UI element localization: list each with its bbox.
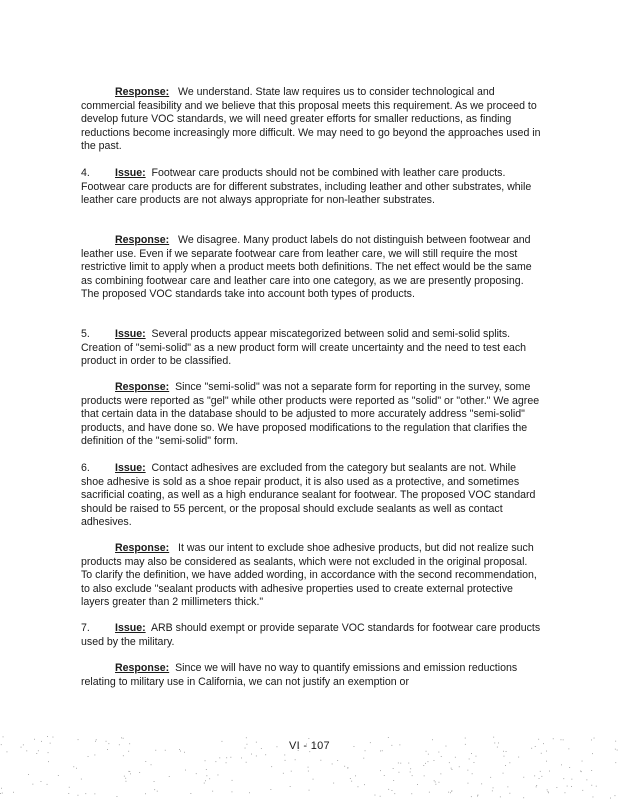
scan-speck (569, 767, 570, 768)
scan-speck (435, 784, 436, 785)
scan-speck (85, 793, 86, 794)
response-paragraph (81, 86, 541, 154)
scan-speck (205, 760, 206, 761)
scan-speck (411, 793, 412, 794)
scan-speck (536, 786, 537, 787)
response-text: Since "semi-solid" was not a separate form for reporting in the survey, some products were reported as "gel" while other products were reported as "solid" or "other." We agree that certain data in the database should to be adjusted to more accurately address "semi-solid" products, and have done so. We have proposed modifications to the regulation that clarifies the definition of the "semi-solid" form. (81, 381, 540, 448)
scan-speck (548, 792, 549, 793)
scan-speck (351, 781, 352, 782)
scan-speck (123, 755, 124, 756)
scan-speck (452, 769, 453, 770)
scan-speck (548, 791, 549, 792)
scan-speck (481, 783, 482, 784)
issue-paragraph (81, 167, 541, 208)
scan-speck (308, 767, 309, 768)
scan-speck (355, 775, 356, 776)
scan-speck (392, 790, 393, 791)
scan-speck (549, 771, 550, 772)
scan-speck (434, 780, 435, 781)
scan-speck (412, 775, 413, 776)
scan-speck (467, 770, 468, 771)
issue-paragraph (81, 462, 541, 530)
scan-speck (246, 762, 247, 763)
scan-speck (145, 793, 146, 794)
scan-speck (230, 757, 231, 758)
scan-speck (523, 797, 524, 798)
scan-speck (536, 785, 537, 786)
scan-speck (428, 761, 429, 762)
scan-speck (333, 783, 334, 784)
scan-speck (256, 756, 257, 757)
scan-speck (459, 766, 460, 767)
scan-speck (509, 762, 510, 763)
scan-speck (265, 754, 266, 755)
scan-speck (610, 798, 611, 799)
scan-speck (232, 791, 233, 792)
scan-speck (251, 754, 252, 755)
scan-speck (591, 785, 592, 786)
scan-speck (154, 789, 155, 790)
scan-speck (126, 781, 127, 782)
scan-speck (130, 773, 131, 774)
scan-speck (291, 771, 292, 772)
scan-speck (393, 768, 394, 769)
scan-speck (581, 771, 582, 772)
scan-speck (212, 791, 213, 792)
scan-speck (218, 775, 219, 776)
scan-speck (129, 771, 130, 772)
scan-speck (534, 775, 535, 776)
issue-text: ARB should exempt or provide separate VOC standards for footwear care products used by the military. (81, 622, 541, 648)
scan-speck (565, 792, 566, 793)
scan-speck (0, 793, 1, 794)
response-text: We disagree. Many product labels do not distinguish between footwear and leather use. Even if we separate footwear care from leather care, we will still require the most restrictive limit to apply when a product meets both definitions. The net effect would be the same as combining footwear care and leather care into one category, as we are presently proposing. The proposed VOC standards take into account both types of products. (81, 234, 532, 301)
issue-paragraph (81, 622, 541, 649)
scan-speck (196, 773, 197, 774)
scan-speck (308, 771, 309, 772)
scan-speck (388, 789, 389, 790)
scan-speck (36, 753, 37, 754)
scan-speck (455, 757, 456, 758)
scan-speck (428, 754, 429, 755)
issue-number: 4. (81, 167, 90, 179)
issue-text: Footwear care products should not be combined with leather care products. Footwear care products are for different substrates, including leather and other substrates, while leather care products are not always appropriate for non-leather substrates. (81, 167, 532, 207)
scan-speck (615, 762, 616, 763)
scan-speck (117, 796, 118, 797)
scan-speck (308, 738, 309, 739)
scan-speck (449, 762, 450, 763)
response-paragraph (81, 662, 541, 689)
scan-speck (76, 768, 77, 769)
scan-speck (226, 762, 227, 763)
scan-speck (363, 758, 364, 759)
scan-speck (380, 770, 381, 771)
scan-speck (393, 780, 394, 781)
response-label: Response: (115, 662, 170, 674)
scan-speck (465, 738, 466, 739)
scan-speck (417, 784, 418, 785)
scan-speck (472, 773, 473, 774)
scan-speck (283, 773, 284, 774)
scan-speck (539, 778, 540, 779)
scan-speck (507, 786, 508, 787)
scan-speck (478, 795, 479, 796)
scan-speck (124, 776, 125, 777)
response-label: Response: (115, 381, 170, 393)
scan-speck (241, 758, 242, 759)
scan-speck (435, 782, 436, 783)
scan-speck (78, 795, 79, 796)
scan-speck (226, 757, 227, 758)
scan-speck (500, 796, 501, 797)
scan-speck (290, 786, 291, 787)
scan-speck (344, 766, 345, 767)
scan-speck (364, 784, 365, 785)
scan-speck (53, 737, 54, 738)
scan-speck (451, 768, 452, 769)
scan-speck (408, 763, 409, 764)
response-paragraph (81, 542, 541, 610)
scan-speck (205, 780, 206, 781)
scan-speck (121, 737, 122, 738)
scan-speck (429, 792, 430, 793)
scan-speck (285, 760, 286, 761)
scan-speck (41, 781, 42, 782)
scan-speck (81, 779, 82, 780)
scan-speck (492, 790, 493, 791)
issue-number: 6. (81, 462, 90, 474)
scan-speck (523, 777, 524, 778)
issue-label: Issue: (115, 167, 146, 179)
issue-paragraph (81, 328, 541, 369)
scan-speck (284, 755, 285, 756)
scan-speck (219, 757, 220, 758)
scan-speck (3, 736, 4, 737)
issue-label: Issue: (115, 462, 146, 474)
issue-text: Several products appear miscategorized between solid and semi-solid splits. Creation of "semi-solid" as a new product form will create uncertainty and the need to test each product in order to be classified. (81, 328, 527, 368)
scan-speck (469, 759, 470, 760)
scan-speck (154, 781, 155, 782)
response-text: We understand. State law requires us to consider technological and commercial feasibility and we believe that this proposal meets this requirement. As we proceed to develop future VOC standards, we will need greater efforts for smaller reductions, as finding reductions become increasingly more difficult. We may need to go beyond the approaches used in the past. (81, 86, 541, 153)
scan-speck (190, 793, 191, 794)
scan-speck (185, 770, 186, 771)
scan-speck (88, 756, 89, 757)
scan-speck (320, 760, 321, 761)
scan-speck (571, 779, 572, 780)
scan-speck (73, 766, 74, 767)
scan-speck (399, 772, 400, 773)
issue-number: 7. (81, 622, 90, 634)
scan-speck (424, 775, 425, 776)
scan-speck (215, 761, 216, 762)
scan-speck (504, 756, 505, 757)
scan-speck (547, 789, 548, 790)
scan-speck (410, 772, 411, 773)
scan-speck (434, 760, 435, 761)
scan-speck (518, 757, 519, 758)
scan-speck (309, 790, 310, 791)
scan-speck (425, 763, 426, 764)
scan-speck (410, 768, 411, 769)
response-label: Response: (115, 234, 170, 246)
scan-speck (451, 791, 452, 792)
scan-speck (582, 761, 583, 762)
response-paragraph (81, 234, 541, 302)
scan-speck (477, 796, 478, 797)
scan-speck (541, 753, 542, 754)
scan-speck (394, 793, 395, 794)
scan-speck (423, 765, 424, 766)
scan-speck (476, 756, 477, 757)
scan-speck (505, 765, 506, 766)
scan-speck (204, 783, 205, 784)
scan-speck (582, 790, 583, 791)
response-label: Response: (115, 542, 170, 554)
scan-speck (380, 796, 381, 797)
scan-speck (337, 760, 338, 761)
scan-speck (490, 777, 491, 778)
scan-speck (157, 791, 158, 792)
scan-speck (400, 763, 401, 764)
scan-speck (348, 767, 349, 768)
issue-text: Contact adhesives are excluded from the category but sealants are not. While shoe adhesive is sold as a shoe repair product, it is also used as a protective, and sometimes sacrificial coating, as well as a high endurance sealant for footwear. The proposed VOC standard should be raised to 55 percent, or the proposal should exclude sealants as well as contact adhesives. (81, 462, 536, 529)
scan-speck (556, 787, 557, 788)
response-text: It was our intent to exclude shoe adhesive products, but did not realize such products may also be considered as sealants, which were not excluded in the original proposal. To clarify the definition, we have added wording, in accordance with the second recommendation, to also exclude "sealant products with adhesive properties used to create external protective layers greater than 2 millimeters thick." (81, 542, 537, 609)
scan-speck (615, 795, 616, 796)
scan-speck (94, 793, 95, 794)
scan-speck (594, 738, 595, 739)
scan-speck (440, 773, 441, 774)
scan-speck (68, 793, 69, 794)
scan-speck (439, 782, 440, 783)
scan-speck (271, 766, 272, 767)
issue-label: Issue: (115, 328, 146, 340)
scan-speck (593, 797, 594, 798)
scan-speck (586, 779, 587, 780)
scan-speck (125, 778, 126, 779)
scan-speck (295, 759, 296, 760)
issue-label: Issue: (115, 622, 146, 634)
scan-speck (206, 769, 207, 770)
scan-speck (561, 764, 562, 765)
scan-speck (471, 796, 472, 797)
scan-speck (398, 763, 399, 764)
scan-speck (13, 792, 14, 793)
scan-speck (450, 792, 451, 793)
scan-speck (48, 761, 49, 762)
scan-speck (48, 752, 49, 753)
scan-speck (58, 775, 59, 776)
scan-speck (358, 786, 359, 787)
scan-speck (493, 737, 494, 738)
scan-speck (206, 775, 207, 776)
scan-speck (493, 787, 494, 788)
scan-speck (503, 773, 504, 774)
response-label: Response: (115, 86, 170, 98)
scan-speck (139, 772, 140, 773)
scan-speck (596, 786, 597, 787)
scan-speck (563, 778, 564, 779)
scan-speck (1, 788, 2, 789)
scan-speck (591, 770, 592, 771)
scan-speck (546, 761, 547, 762)
scan-speck (47, 784, 48, 785)
scan-speck (388, 737, 389, 738)
issue-number: 5. (81, 328, 90, 340)
scan-speck (123, 738, 124, 739)
scan-speck (249, 792, 250, 793)
scan-speck (128, 771, 129, 772)
scan-speck (32, 784, 33, 785)
response-paragraph (81, 381, 541, 449)
response-text: Since we will have no way to quantify emissions and emission reductions relating to military use in California, we can not justify an exemption or (81, 662, 518, 688)
scan-speck (47, 736, 48, 737)
scan-noise (0, 728, 619, 800)
scan-speck (28, 774, 29, 775)
scan-speck (232, 780, 233, 781)
scan-speck (94, 755, 95, 756)
scan-speck (246, 737, 247, 738)
scan-speck (448, 792, 449, 793)
scan-speck (567, 786, 568, 787)
scan-speck (509, 793, 510, 794)
scan-speck (332, 764, 333, 765)
scan-speck (145, 761, 146, 762)
scan-speck (375, 795, 376, 796)
scan-speck (151, 764, 152, 765)
scan-speck (384, 775, 385, 776)
scan-speck (313, 779, 314, 780)
scan-speck (209, 778, 210, 779)
page-number: VI - 107 (289, 740, 330, 752)
scan-speck (2, 793, 3, 794)
scan-speck (571, 786, 572, 787)
scan-speck (592, 753, 593, 754)
scan-speck (441, 756, 442, 757)
scan-speck (350, 778, 351, 779)
scan-speck (468, 783, 469, 784)
scan-speck (69, 787, 70, 788)
scan-speck (270, 789, 271, 790)
scan-speck (474, 762, 475, 763)
scan-speck (471, 753, 472, 754)
scan-speck (169, 776, 170, 777)
scan-speck (541, 776, 542, 777)
scan-speck (540, 771, 541, 772)
